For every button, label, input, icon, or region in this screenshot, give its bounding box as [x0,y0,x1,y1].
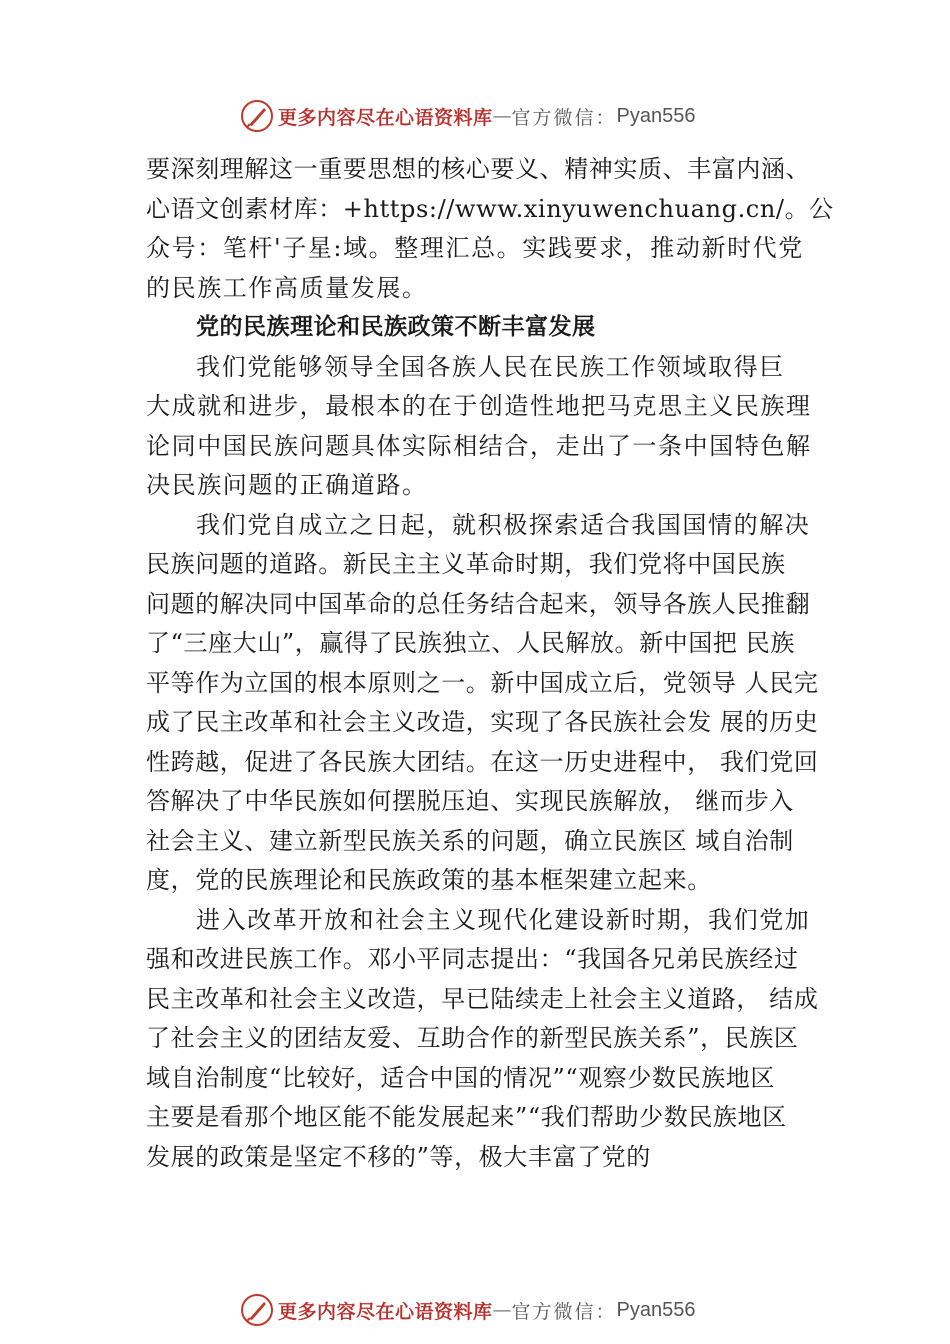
footer-banner [240,1290,696,1330]
text-line: 民族问题的道路。新民主主义革命时期，我们党将中国民族 [146,550,786,578]
banner-wechat-label: 官方微信： [511,1300,617,1323]
text-line: 众号：笔杆'子星:域。整理汇总。实践要求，推动新时代党 [146,234,804,262]
text-line: 我们党能够领导全国各族人民在民族工作领域取得巨 [196,352,785,381]
text-line: 性跨越，促进了各民族大团结。在这一历史进程中， 我们党回 [146,747,819,776]
document-body [146,150,836,1177]
banner-red-text: 更多内容尽在心语资料库 [278,106,493,129]
text-line: 的民族工作高质量发展。 [146,273,428,302]
text-line: 度，党的民族理论和民族政策的基本框架建立起来。 [146,866,712,894]
text-line: 我们党自成立之日起，就积极探索适合我国国情的解决 [196,510,811,539]
text-line: 发展的政策是坚定不移的”等，极大丰富了党的 [146,1142,651,1171]
banner-wechat-id: Pyan556 [616,104,696,127]
text-line: 民主改革和社会主义改造，早已陆续走上社会主义道路， 结成 [146,984,819,1013]
text-line: 平等作为立国的根本原则之一。新中国成立后，党领导 人民完 [146,668,819,697]
text-line: 论同中国民族问题具体实际相结合，走出了一条中国特色解 [146,431,812,460]
text-line: 答解决了中华民族如何摆脱压迫、实现民族解放， 继而步入 [146,787,794,815]
banner-dash: — [492,105,512,127]
quill-logo-icon [240,99,274,133]
text-line: 域自治制度“比较好，适合中国的情况”“观察少数民族地区 [146,1063,776,1092]
text-line: 主要是看那个地区能不能发展起来”“我们帮助少数民族地区 [146,1103,787,1131]
banner-red-text: 更多内容尽在心语资料库 [278,1300,493,1323]
text-line: 大成就和进步，最根本的在于创造性地把马克思主义民族理 [146,392,812,420]
banner-wechat-label: 官方微信： [511,106,617,129]
text-line: 成了民主改革和社会主义改造，实现了各民族社会发 展的历史 [146,708,819,736]
quill-logo-icon [240,1293,274,1327]
section-heading: 党的民族理论和民族政策不断丰富发展 [196,314,596,340]
text-line: 决民族问题的正确道路。 [146,471,428,499]
text-line: 了社会主义的团结友爱、互助合作的新型民族关系”，民族区 [146,1024,799,1052]
text-line: 心语文创素材库：+https://www.xinyuwenchuang.cn/。公 [146,194,834,223]
text-line: 进入改革开放和社会主义现代化建设新时期，我们党加 [196,905,811,934]
banner-dash: — [492,1299,512,1321]
text-line: 强和改进民族工作。邓小平同志提出：“我国各兄弟民族经过 [146,945,799,973]
banner-wechat-id: Pyan556 [616,1298,696,1321]
text-line: 要深刻理解这一重要思想的核心要义、精神实质、丰富内涵、 [146,155,811,183]
text-line: 社会主义、建立新型民族关系的问题，确立民族区 域自治制 [146,826,794,855]
text-line: 问题的解决同中国革命的总任务结合起来，领导各族人民推翻 [146,589,811,618]
text-line: 了“三座大山”，赢得了民族独立、人民解放。新中国把 民族 [146,629,795,657]
header-banner [240,96,696,136]
